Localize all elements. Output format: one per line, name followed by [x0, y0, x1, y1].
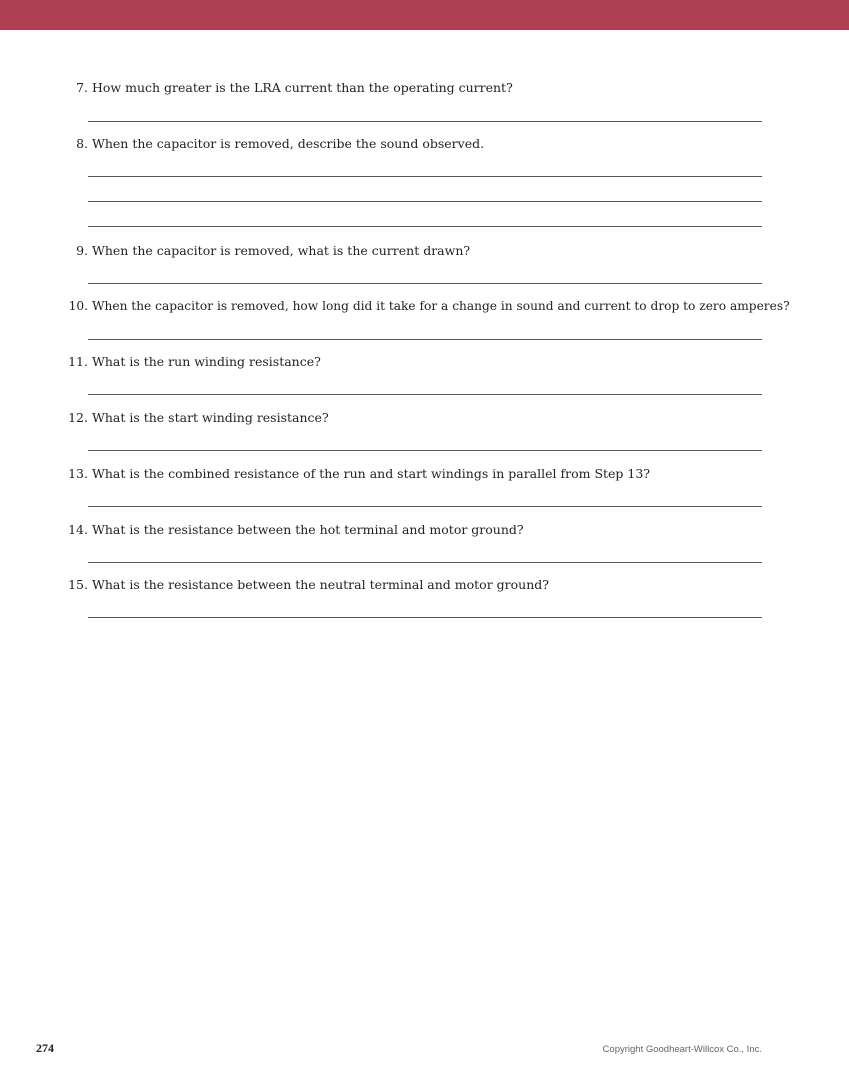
question-text: When the capacitor is removed, describe the sound observed. [92, 136, 485, 151]
question-text: When the capacitor is removed, what is the current drawn? [92, 243, 471, 258]
question-number: 12. [68, 410, 88, 425]
question-number: 14. [68, 522, 88, 537]
question-text: How much greater is the LRA current than the operating current? [92, 80, 513, 95]
question-13 [60, 466, 780, 482]
answer-line[interactable] [88, 121, 762, 122]
question-9 [60, 243, 780, 259]
answer-line[interactable] [88, 226, 762, 227]
question-12 [60, 410, 780, 426]
answer-line[interactable] [88, 283, 762, 284]
question-10 [60, 298, 820, 314]
answer-line[interactable] [88, 617, 762, 618]
question-number: 15. [68, 577, 88, 592]
question-7 [60, 80, 780, 96]
question-15 [60, 577, 780, 593]
page-number: 274 [36, 1041, 54, 1055]
question-number: 13. [68, 466, 88, 481]
answer-line[interactable] [88, 201, 762, 202]
question-number: 8. [76, 136, 88, 151]
question-8 [60, 136, 780, 152]
question-number: 11. [68, 354, 88, 369]
question-text: What is the resistance between the hot terminal and motor ground? [92, 522, 524, 537]
copyright: Copyright Goodheart-Willcox Co., Inc. [602, 1044, 762, 1055]
question-text: When the capacitor is removed, how long did it take for a change in sound and current to drop to zero amperes? [92, 299, 790, 313]
answer-line[interactable] [88, 394, 762, 395]
header-bar [0, 0, 849, 30]
question-text: What is the resistance between the neutral terminal and motor ground? [92, 577, 549, 592]
answer-line[interactable] [88, 339, 762, 340]
answer-line[interactable] [88, 562, 762, 563]
question-text: What is the run winding resistance? [92, 354, 321, 369]
answer-line[interactable] [88, 176, 762, 177]
question-number: 7. [76, 80, 88, 95]
question-text: What is the start winding resistance? [92, 410, 329, 425]
question-text: What is the combined resistance of the run and start windings in parallel from Step 13? [92, 466, 651, 481]
question-number: 10. [68, 299, 88, 313]
question-number: 9. [76, 243, 88, 258]
question-14 [60, 522, 780, 538]
answer-line[interactable] [88, 506, 762, 507]
question-11 [60, 354, 780, 370]
answer-line[interactable] [88, 450, 762, 451]
